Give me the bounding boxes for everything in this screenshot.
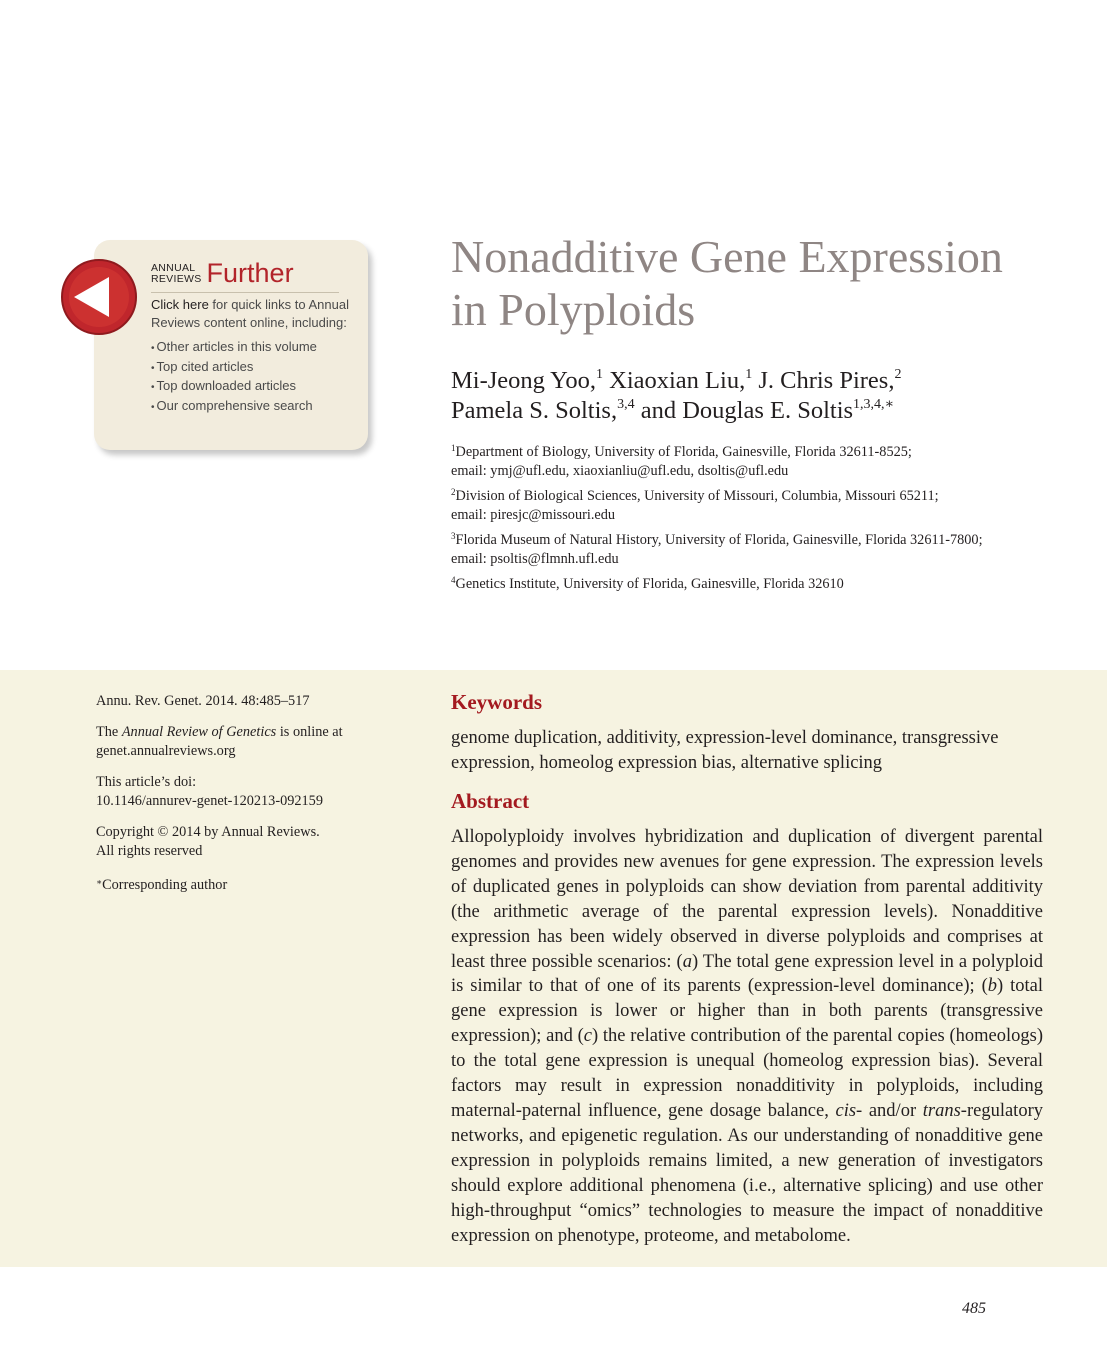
author-name: and Douglas E. Soltis [640,397,854,424]
further-item-top-downloaded[interactable]: • Top downloaded articles [151,377,351,397]
affiliation-list [451,443,1071,600]
author-affil-mark: 1,3,4,∗ [853,397,895,412]
further-header [151,260,294,287]
affiliation-item: $^4$Genetics Institute, University of Florida, Gainesville, Florida 32610 [451,575,844,592]
online-note: The Annual Review of Genetics is online at genet.annualreviews.org [96,724,343,759]
author-affil-mark: 3,4 [617,397,635,412]
affiliation-email: email: psoltis@flmnh.ufl.edu [451,551,619,567]
further-link-list [151,338,351,416]
further-item-top-cited[interactable]: • Top cited articles [151,358,351,378]
author-name: Xiaoxian Liu, [609,367,746,394]
author-name: J. Chris Pires, [758,367,895,394]
author-name: Mi-Jeong Yoo, [451,367,596,394]
article-meta [96,692,386,907]
affiliation-email: email: ymj@ufl.edu, xiaoxianliu@ufl.edu, dsoltis@ufl.edu [451,463,789,479]
further-heading: Further [206,258,294,288]
copyright: Copyright © 2014 by Annual Reviews. All rights reserved [96,824,320,859]
annual-reviews-logo: ANNUAL REVIEWS [151,262,202,285]
affiliation-item: $^2$Division of Biological Sciences, University of Missouri, Columbia, Missouri 65211; email: piresjc@missouri.edu [451,487,939,523]
further-item-other-articles[interactable]: • Other articles in this volume [151,338,351,358]
doi-value[interactable]: 10.1146/annurev-genet-120213-092159 [96,793,323,809]
affiliation-item: $^1$Department of Biology, University of Florida, Gainesville, Florida 32611-8525; email: ymj@ufl.edu, xiaoxianliu@ufl.edu, dsoltis@ufl.edu [451,443,912,479]
keywords-text: genome duplication, additivity, expression-level dominance, transgressive expression, homeolog expression bias, alternative splicing [451,728,999,773]
affiliation-item: $^3$Florida Museum of Natural History, University of Florida, Gainesville, Florida 32611-7800; email: psoltis@flmnh.ufl.edu [451,531,983,567]
author-name: Pamela S. Soltis, [451,397,618,424]
doi-note: This article’s doi: 10.1146/annurev-genet-120213-092159 [96,774,323,809]
author-list [451,366,1071,426]
further-intro: Click here for quick links to Annual Reviews content online, including: • Other articles in this volume • Top cited articles • Top downloaded articles • Our comprehensive search [151,296,351,416]
author-affil-mark: 2 [894,367,902,382]
page-number: 485 [962,1300,986,1317]
article-title: Nonadditive Gene Expression in Polyploids [451,231,1003,335]
corresponding-author-note: ∗Corresponding author [96,877,228,893]
further-divider [151,292,339,293]
further-arrow-icon[interactable] [60,258,138,336]
abstract-heading: Abstract [451,789,530,813]
affiliation-email: email: piresjc@missouri.edu [451,507,616,523]
author-affil-mark: 1 [745,367,753,382]
abstract-text: Allopolyploidy involves hybridization and duplication of divergent parental genomes and provides new avenues for gene expression. The expression levels of duplicated genes in polyploids can show deviation from parental additivity (the arithmetic average of the parental expression levels). Nonadditive expression has been widely observed in diverse polyploids and comprises at least three possible scenarios: (a) The total gene expression level in a polyploid is similar to that of one of its parents (expression-level dominance); (b) total gene expression is lower or higher than in both parents (transgressive expression); and (c) the relative contribution of the parental copies (homeologs) to the total gene expression is unequal (homeolog expression bias). Several factors may result in expression nonadditivity in polyploids, including maternal-paternal influence, gene dosage balance, cis- and/or trans-regulatory networks, and epigenetic regulation. As our understanding of nonadditive gene expression in polyploids remains limited, a new generation of investigators should explore additional phenomena (i.e., alternative splicing) and use other high-throughput “omics” technologies to measure the impact of nonadditive expression on phenotype, proteome, and metabolome. [451,827,1043,1246]
keywords-heading: Keywords [451,690,542,714]
citation: Annu. Rev. Genet. 2014. 48:485–517 [96,693,310,709]
author-affil-mark: 1 [596,367,603,382]
further-item-search[interactable]: • Our comprehensive search [151,397,351,417]
click-here-link[interactable]: Click here [151,297,209,312]
journal-url[interactable]: genet.annualreviews.org [96,743,236,759]
